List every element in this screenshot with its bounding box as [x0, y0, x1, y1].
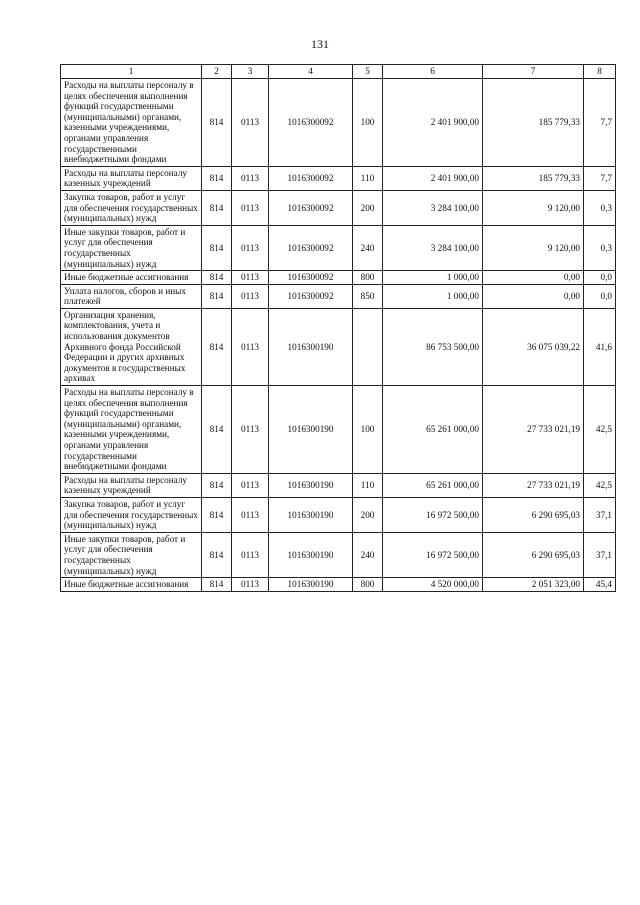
column-header: 6: [383, 65, 483, 79]
row-expense-type: 100: [353, 79, 383, 167]
row-target-code: 1016300092: [269, 79, 353, 167]
page-number: 131: [311, 37, 329, 51]
row-target-code: 1016300190: [269, 386, 353, 474]
row-expense-type: 850: [353, 284, 383, 308]
row-grbs-code: 814: [202, 473, 232, 497]
row-percent: 7,7: [584, 166, 616, 190]
row-expense-type: [353, 308, 383, 385]
row-section-code: 0113: [232, 284, 269, 308]
row-percent: 42,5: [584, 386, 616, 474]
row-actual-amount: 2 051 323,00: [483, 578, 584, 592]
row-section-code: 0113: [232, 308, 269, 385]
row-target-code: 1016300092: [269, 225, 353, 270]
table-row: [61, 79, 616, 167]
row-actual-amount: 6 290 695,03: [483, 532, 584, 577]
row-description: Расходы на выплаты персоналу казенных учреждений: [61, 473, 202, 497]
row-description: Организация хранения, комплектования, учета и использования документов Архивного фонда Российской Федерации и других архивных документов в государственных архивах: [61, 308, 202, 385]
row-plan-amount: 1 000,00: [383, 271, 483, 285]
row-plan-amount: 4 520 000,00: [383, 578, 483, 592]
row-grbs-code: 814: [202, 578, 232, 592]
row-percent: 0,3: [584, 190, 616, 225]
row-description: Иные закупки товаров, работ и услуг для обеспечения государственных (муниципальных) нужд: [61, 225, 202, 270]
row-grbs-code: 814: [202, 166, 232, 190]
row-description: Расходы на выплаты персоналу в целях обеспечения выполнения функций государственными (муниципальными) органами, казенными учреждениями, органами управления государственными внебюджетными фондами: [61, 79, 202, 167]
row-grbs-code: 814: [202, 225, 232, 270]
row-plan-amount: 86 753 500,00: [383, 308, 483, 385]
row-plan-amount: 2 401 900,00: [383, 79, 483, 167]
row-section-code: 0113: [232, 79, 269, 167]
row-section-code: 0113: [232, 386, 269, 474]
table-row: [61, 271, 616, 285]
row-actual-amount: 27 733 021,19: [483, 473, 584, 497]
row-grbs-code: 814: [202, 271, 232, 285]
row-description: Расходы на выплаты персоналу казенных учреждений: [61, 166, 202, 190]
row-section-code: 0113: [232, 190, 269, 225]
row-actual-amount: 36 075 039,22: [483, 308, 584, 385]
row-expense-type: 240: [353, 532, 383, 577]
row-percent: 41,6: [584, 308, 616, 385]
row-grbs-code: 814: [202, 308, 232, 385]
table-header-row: [61, 65, 616, 79]
row-section-code: 0113: [232, 166, 269, 190]
row-section-code: 0113: [232, 497, 269, 532]
row-grbs-code: 814: [202, 190, 232, 225]
row-grbs-code: 814: [202, 79, 232, 167]
row-target-code: 1016300092: [269, 271, 353, 285]
row-expense-type: 110: [353, 166, 383, 190]
row-target-code: 1016300092: [269, 166, 353, 190]
row-actual-amount: 185 779,33: [483, 79, 584, 167]
row-plan-amount: 16 972 500,00: [383, 532, 483, 577]
row-plan-amount: 3 284 100,00: [383, 225, 483, 270]
column-header: 3: [232, 65, 269, 79]
row-actual-amount: 27 733 021,19: [483, 386, 584, 474]
row-target-code: 1016300190: [269, 532, 353, 577]
row-section-code: 0113: [232, 578, 269, 592]
row-actual-amount: 185 779,33: [483, 166, 584, 190]
row-expense-type: 240: [353, 225, 383, 270]
row-percent: 0,0: [584, 284, 616, 308]
column-header: 4: [269, 65, 353, 79]
row-grbs-code: 814: [202, 284, 232, 308]
budget-table: [60, 64, 616, 592]
row-percent: 37,1: [584, 497, 616, 532]
row-percent: 7,7: [584, 79, 616, 167]
row-plan-amount: 65 261 000,00: [383, 386, 483, 474]
table-row: [61, 532, 616, 577]
row-description: Расходы на выплаты персоналу в целях обеспечения выполнения функций государственными (муниципальными) органами, казенными учреждениями, органами управления государственными внебюджетными фондами: [61, 386, 202, 474]
row-expense-type: 100: [353, 386, 383, 474]
row-expense-type: 200: [353, 497, 383, 532]
row-expense-type: 800: [353, 578, 383, 592]
table-row: [61, 166, 616, 190]
row-plan-amount: 2 401 900,00: [383, 166, 483, 190]
row-expense-type: 110: [353, 473, 383, 497]
row-percent: 0,0: [584, 271, 616, 285]
row-target-code: 1016300190: [269, 473, 353, 497]
row-percent: 45,4: [584, 578, 616, 592]
table-row: [61, 578, 616, 592]
row-percent: 0,3: [584, 225, 616, 270]
table-row: [61, 497, 616, 532]
row-section-code: 0113: [232, 532, 269, 577]
row-description: Закупка товаров, работ и услуг для обеспечения государственных (муниципальных) нужд: [61, 190, 202, 225]
column-header: 5: [353, 65, 383, 79]
row-percent: 37,1: [584, 532, 616, 577]
row-description: Иные бюджетные ассигнования: [61, 578, 202, 592]
column-header: 8: [584, 65, 616, 79]
table-row: [61, 225, 616, 270]
row-actual-amount: 0,00: [483, 271, 584, 285]
row-actual-amount: 6 290 695,03: [483, 497, 584, 532]
row-description: Уплата налогов, сборов и иных платежей: [61, 284, 202, 308]
row-grbs-code: 814: [202, 532, 232, 577]
row-grbs-code: 814: [202, 497, 232, 532]
row-target-code: 1016300092: [269, 284, 353, 308]
column-header: 7: [483, 65, 584, 79]
row-section-code: 0113: [232, 473, 269, 497]
row-expense-type: 800: [353, 271, 383, 285]
row-actual-amount: 9 120,00: [483, 225, 584, 270]
row-section-code: 0113: [232, 271, 269, 285]
row-plan-amount: 1 000,00: [383, 284, 483, 308]
row-description: Закупка товаров, работ и услуг для обеспечения государственных (муниципальных) нужд: [61, 497, 202, 532]
row-section-code: 0113: [232, 225, 269, 270]
row-actual-amount: 9 120,00: [483, 190, 584, 225]
table-row: [61, 284, 616, 308]
row-target-code: 1016300190: [269, 497, 353, 532]
row-percent: 42,5: [584, 473, 616, 497]
column-header: 2: [202, 65, 232, 79]
row-plan-amount: 16 972 500,00: [383, 497, 483, 532]
row-description: Иные бюджетные ассигнования: [61, 271, 202, 285]
table-row: [61, 473, 616, 497]
row-grbs-code: 814: [202, 386, 232, 474]
table-row: [61, 308, 616, 385]
row-target-code: 1016300092: [269, 190, 353, 225]
table-row: [61, 190, 616, 225]
table-row: [61, 386, 616, 474]
row-target-code: 1016300190: [269, 578, 353, 592]
row-expense-type: 200: [353, 190, 383, 225]
row-plan-amount: 65 261 000,00: [383, 473, 483, 497]
column-header: 1: [61, 65, 202, 79]
row-description: Иные закупки товаров, работ и услуг для обеспечения государственных (муниципальных) нужд: [61, 532, 202, 577]
row-actual-amount: 0,00: [483, 284, 584, 308]
row-target-code: 1016300190: [269, 308, 353, 385]
row-plan-amount: 3 284 100,00: [383, 190, 483, 225]
